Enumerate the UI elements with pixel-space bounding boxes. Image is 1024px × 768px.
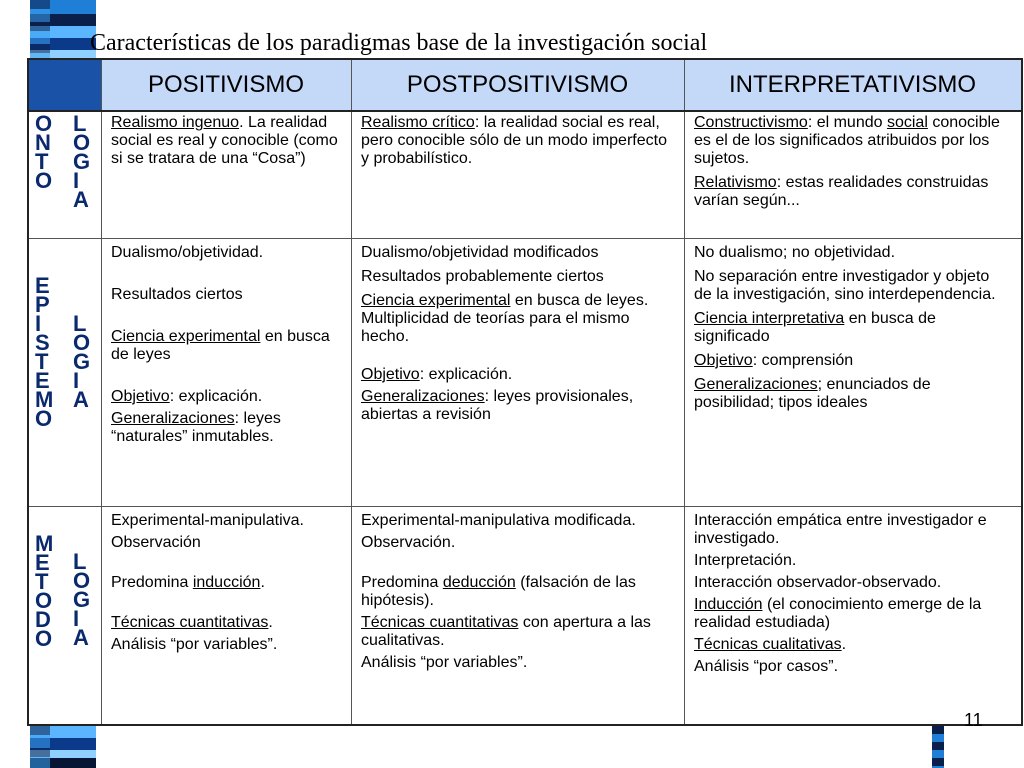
underlined-term: Objetivo: [694, 352, 753, 369]
paradigms-table: [27, 58, 1023, 726]
underlined-term: inducción: [192, 574, 261, 591]
underlined-term: Técnicas cuantitativas: [111, 614, 269, 631]
paragraph: Experimental-manipulativa modificada.: [361, 512, 636, 529]
text: Predomina: [111, 574, 193, 591]
cell-metodologia-postpositivismo: [351, 512, 684, 678]
paragraph: [694, 636, 1011, 654]
underlined-term: Ciencia interpretativa: [694, 310, 845, 327]
row-label-metodologia: [31, 532, 101, 712]
paragraph: [361, 292, 674, 346]
text: .: [260, 574, 265, 591]
cell-epistemologia-postpositivismo: [351, 244, 684, 430]
text: : el mundo: [807, 114, 887, 131]
cell-epistemologia-interpretativismo: [684, 244, 1021, 418]
paragraph: [361, 114, 674, 168]
paragraph: [694, 310, 1011, 346]
cell-ontologia-interpretativismo: [684, 114, 1021, 216]
paragraph: Observación.: [361, 534, 456, 551]
column-header-positivismo: POSITIVISMO: [147, 71, 305, 98]
paragraph: Resultados ciertos: [111, 286, 243, 303]
row-label-ontologia: [31, 112, 101, 238]
row-label-left: EPISTEMO: [35, 273, 54, 431]
underlined-term: Generalizaciones: [694, 376, 818, 393]
text: : la realidad social es real, pero conocible sólo de un modo imperfecto y probabilístico.: [361, 114, 667, 167]
slide-title: Características de los paradigmas base de la investigación social: [90, 30, 708, 56]
row-label-left: METODO: [35, 531, 54, 651]
paragraph: [694, 596, 1011, 632]
paragraph: No dualismo; no objetividad.: [694, 244, 896, 261]
cell-metodologia-positivismo: [101, 512, 351, 660]
text: : leyes “naturales” inmutables.: [111, 410, 281, 445]
paragraph: Interacción empática entre investigador e investigado.: [694, 512, 987, 547]
text: .: [268, 614, 273, 631]
underlined-term: Generalizaciones: [361, 388, 485, 405]
cell-metodologia-interpretativismo: [684, 512, 1021, 682]
header-corner: [29, 60, 101, 110]
row-label-right: LOGIA: [73, 111, 91, 212]
underlined-term: Técnicas cuantitativas: [361, 614, 519, 631]
underlined-term: Objetivo: [111, 388, 170, 405]
row-divider: [29, 506, 1021, 507]
underlined-term: Inducción: [694, 596, 763, 613]
underlined-term: deducción: [442, 574, 516, 591]
text: : explicación.: [169, 388, 263, 405]
table-header-row: [29, 60, 1021, 110]
cell-epistemologia-positivismo: [101, 244, 351, 452]
paragraph: [111, 328, 341, 364]
paragraph: Resultados probablemente ciertos: [361, 268, 604, 285]
page-number: 11: [964, 710, 983, 730]
paragraph: Análisis “por variables”.: [361, 654, 528, 671]
underlined-term: Ciencia experimental: [361, 292, 511, 309]
paragraph: [361, 574, 674, 610]
paragraph: Análisis “por variables”.: [111, 636, 278, 653]
row-label-right: LOGIA: [73, 311, 91, 412]
text: en busca de significado: [694, 310, 936, 345]
text: : comprensión: [752, 352, 854, 369]
paragraph: [111, 574, 341, 592]
column-header-postpositivismo: POSTPOSITIVISMO: [406, 71, 629, 98]
paragraph: [694, 352, 1011, 370]
underlined-term: Ciencia experimental: [111, 328, 261, 345]
paragraph: Experimental-manipulativa.: [111, 512, 304, 529]
underlined-term: Realismo ingenuo: [111, 114, 240, 131]
text: . La realidad social es real y conocible (como si se tratara de una “Cosa”): [111, 114, 338, 167]
text: (falsación de las hipótesis).: [361, 574, 636, 609]
underlined-term: Relativismo: [694, 174, 777, 191]
row-divider: [29, 238, 1021, 239]
column-header-interpretativismo: INTERPRETATIVISMO: [728, 71, 977, 98]
paragraph: [111, 410, 341, 446]
paragraph: Interacción observador-observado.: [694, 574, 942, 591]
row-label-right: LOGIA: [73, 549, 91, 650]
paragraph: [361, 388, 674, 424]
text: en busca de leyes: [111, 328, 330, 363]
paragraph: No separación entre investigador y objeto de la investigación, sino interdependencia.: [694, 268, 996, 303]
paragraph: Observación: [111, 534, 201, 551]
row-divider: [29, 110, 1021, 112]
text: (el conocimiento emerge de la realidad estudiada): [694, 596, 982, 631]
paragraph: [694, 174, 1011, 210]
text: en busca de leyes. Multiplicidad de teorías para el mismo hecho.: [361, 292, 649, 345]
text: ; enunciados de posibilidad; tipos ideales: [694, 376, 931, 411]
paragraph: Dualismo/objetividad.: [111, 244, 264, 261]
underlined-term: Objetivo: [361, 366, 420, 383]
paragraph: Interpretación.: [694, 552, 797, 569]
underlined-term: Técnicas cualitativas: [694, 636, 842, 653]
paragraph: [111, 614, 341, 632]
paragraph: [361, 614, 674, 650]
underlined-term: Constructivismo: [694, 114, 808, 131]
paragraph: [361, 366, 674, 384]
paragraph: [111, 388, 341, 406]
paragraph: Análisis “por casos”.: [694, 658, 839, 675]
underlined-term: social: [886, 114, 928, 131]
paragraph: Dualismo/objetividad modificados: [361, 244, 599, 261]
text: conocible es el de los significados atribuidos por los sujetos.: [694, 114, 1000, 167]
cell-ontologia-postpositivismo: [351, 114, 684, 174]
text: : estas realidades construidas varían según...: [694, 174, 989, 209]
paragraph: [111, 114, 341, 168]
text: : explicación.: [419, 366, 513, 383]
text: Predomina: [361, 574, 443, 591]
text: con apertura a las cualitativas.: [361, 614, 651, 649]
text: .: [841, 636, 847, 653]
cell-ontologia-positivismo: [101, 114, 351, 174]
text: : leyes provisionales, abiertas a revisión: [361, 388, 634, 423]
paragraph: [694, 114, 1011, 168]
row-label-epistemologia: [31, 274, 101, 504]
underlined-term: Generalizaciones: [111, 410, 235, 427]
paragraph: [694, 376, 1011, 412]
row-label-left: ONTO: [35, 111, 53, 193]
underlined-term: Realismo crítico: [361, 114, 475, 131]
